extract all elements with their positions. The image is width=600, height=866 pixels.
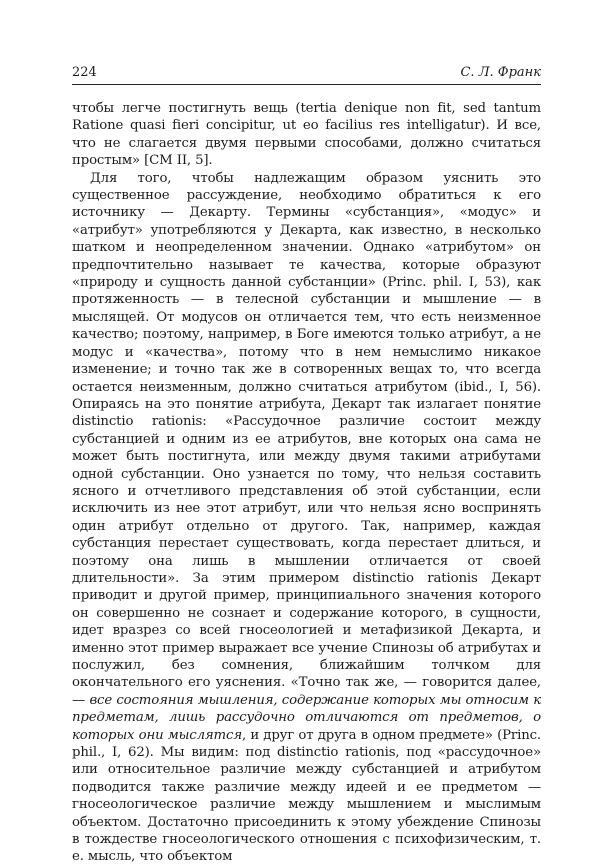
body-text bbox=[72, 100, 541, 866]
running-header bbox=[72, 65, 541, 85]
book-page bbox=[72, 65, 541, 866]
running-head-author: С. Л. Франк bbox=[460, 65, 541, 80]
paragraph-descartes-attributes bbox=[72, 170, 541, 866]
text-segment: Для того, чтобы надлежащим образом уяснить это существенное рассуждение, необходимо обратиться к его источнику — Декарту. Термины «субстанция», «модус» и «атрибут» употребляются у Декарта, как известно, в несколько шатком и неопределенном значении. Однако «атрибутом» он предпочтительно называет те качества, которые образуют «природу и сущность данной субстанции» (Princ. phil. I, 53), как протяженность — в телесной субстанции и мышление — в мыслящей. От модусов он отличается тем, что есть неизменное качество; поэтому, например, в Боге имеются только атрибут, а не модус и «качества», потому что в нем немыслимо никакое изменение; и точно так же в сотворенных вещах то, что всегда остается неизменным, должно считаться атрибутом (ibid., I, 56). Опираясь на это понятие атрибута, Декарт так излагает понятие distinctio rationis: «Рассудочное различие состоит между субстанцией и одним из ее атрибутов, вне которых она сама не может быть постигнута, или между двумя такими атрибутами одной субстанции. Оно узнается по тому, что нельзя составить ясного и отчетливого представления об этой субстанции, если исключить из нее этот атрибут, или что нельзя ясно воспринять один атрибут отдельно от другого. Так, например, каждая субстанция перестает существовать, когда перестает длиться, и поэтому она лишь в мышлении отличается от своей длительности». За этим примером distinctio rationis Декарт приводит и другой пример, принципиального значения которого он совершенно не сознает и содержание которого, в сущности, идет вразрез со всей гносеологией и метафизикой Декарта, и именно этот пример выражает все учение Спинозы об атрибутах и послужил, без сомнения, ближайшим толчком для окончательного его уяснения. «Точно так же, — говорится далее, — bbox=[72, 170, 541, 708]
italic-quote: все состояния мышления, содержание которых мы относим к предметам, лишь рассудочно отличаются от предметов, о которых они мыслятся bbox=[72, 692, 541, 743]
page-number: 224 bbox=[72, 65, 97, 80]
paragraph-continuation bbox=[72, 100, 541, 170]
text-segment: , и друг от друга в одном предмете» (Princ. phil., I, 62). Мы видим: под distinctio rationis, под «рассудочное» или относительное различие между субстанцией и атрибутом подводится также различие между идеей и ее предметом — гносеологическое различие между мышлением и мыслимым объектом. Достаточно присоединить к этому убеждение Спинозы в тождестве гносеологического отношения с психофизическим, т. е. мысль, что объектом bbox=[72, 727, 542, 865]
text-segment: чтобы легче постигнуть вещь (tertia denique non fit, sed tantum Ratione quasi fieri concipitur, ut eo facilius res intelligatur). И все, что не слагается двумя первыми способами, должно считаться простым» [СМ II, 5]. bbox=[72, 101, 541, 169]
